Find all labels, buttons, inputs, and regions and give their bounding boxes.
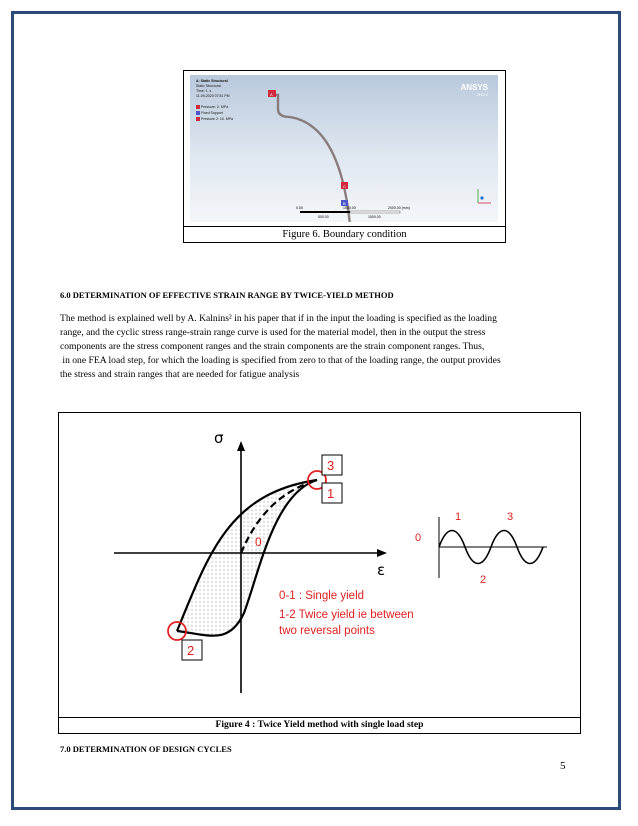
figure-4 [58,412,581,734]
wave-label-1: 1 [455,511,462,523]
section-6-paragraph [60,312,580,382]
epsilon-axis-arrow [377,549,387,557]
ansys-info-line: Time: 1. s [196,89,212,93]
paragraph-line: components are the stress component ranges and the strain components are the strain component ranges. Thus, [60,341,485,352]
pipe-geometry [272,95,350,222]
sigma-label: σ [214,429,224,447]
twice-yield-diagram [59,413,580,717]
ansys-logo: ANSYS [460,83,488,92]
ansys-info-line: A: Static Structural [196,79,228,83]
scale-bar-segment [300,211,350,213]
legend-text: Pressure 2: 16. MPa [200,117,233,121]
marker-b-letter: B [343,201,346,206]
figure-6 [183,70,506,243]
pipe-model-drawing [190,75,498,222]
ansys-legend-item [196,117,233,121]
wave-label-0: 0 [415,532,422,544]
scale-label: 0.00 [296,206,303,210]
section-7-heading: 7.0 DETERMINATION OF DESIGN CYCLES [60,744,232,754]
marker-c-letter: C [343,184,346,189]
scale-label: 1500.00 [368,215,381,219]
legend-text: Pressure: 2. MPa [200,105,229,109]
ansys-version: R19.2 [477,92,488,97]
epsilon-label: ε [377,561,386,579]
label-2: 2 [187,643,195,658]
scale-label: 500.00 [318,215,329,219]
figure-6-caption: Figure 6. Boundary condition [282,229,407,240]
triad-z-axis [480,196,483,199]
paragraph-line: the stress and strain ranges that are needed for fatigue analysis [60,369,300,380]
ansys-legend-item [196,111,223,115]
marker-a-letter: A [270,92,273,97]
note-twice-yield-line1: 1-2 Twice yield ie between [279,609,414,621]
note-single-yield: 0-1 : Single yield [279,590,365,602]
sigma-axis-arrow [237,441,245,451]
paragraph-line: The method is explained well by A. Kalnins² in his paper that if in the input the loading is specified as the loading [60,313,497,324]
ansys-viewport [190,75,498,222]
ansys-legend-item [196,105,228,109]
paragraph-line: in one FEA load step, for which the loading is specified from zero to that of the loading range, the output provides [60,355,501,366]
paragraph-line: range, and the cyclic stress range-strain range curve is used for the material model, then in the output the stress [60,327,486,338]
ansys-info-line: Static Structural [196,84,221,88]
ansys-info-line: 11-09-2020 07:51 PM [196,94,230,98]
figure-6-divider [184,226,505,227]
figure-4-divider [59,717,580,718]
origin-label: 0 [255,535,262,549]
label-3: 3 [327,458,335,473]
wave-label-3: 3 [507,511,514,523]
wave-label-2: 2 [480,574,487,586]
legend-text: Fixed Support [200,111,223,115]
label-1: 1 [327,486,335,501]
scale-label: 2000.00 (mm) [388,206,410,210]
note-twice-yield-line2: two reversal points [279,625,375,637]
figure-4-caption: Figure 4 : Twice Yield method with single load step [215,719,424,730]
page-number: 5 [560,760,566,772]
section-6-heading: 6.0 DETERMINATION OF EFFECTIVE STRAIN RANGE BY TWICE-YIELD METHOD [60,290,394,300]
scale-bar-segment [350,211,400,213]
scale-label: 1000.00 [343,206,356,210]
